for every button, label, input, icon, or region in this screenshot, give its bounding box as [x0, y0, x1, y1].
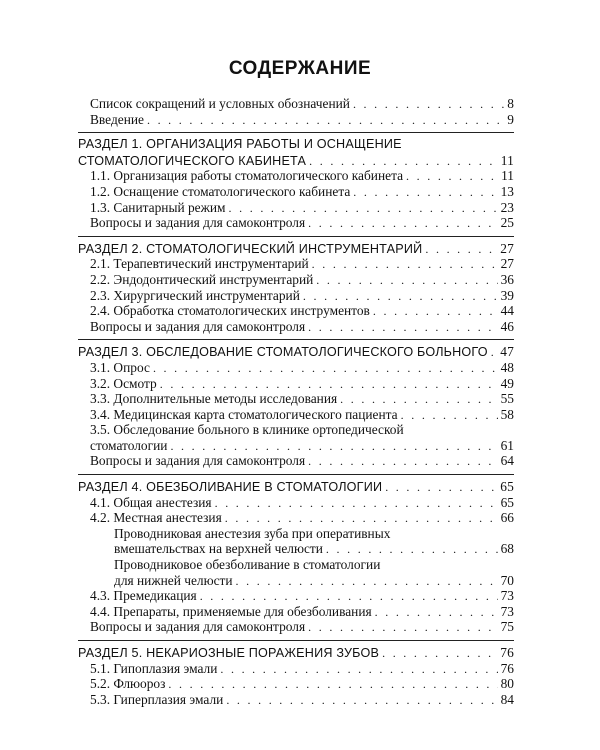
page-number: 66	[500, 510, 514, 526]
dot-leader	[491, 345, 497, 361]
section-divider	[78, 132, 514, 133]
page-number: 65	[500, 479, 514, 495]
toc-entry[interactable]	[78, 184, 514, 200]
dot-leader	[425, 242, 497, 258]
page-number: 64	[500, 453, 514, 469]
dot-leader	[385, 480, 497, 496]
page-number: 27	[500, 256, 514, 272]
section-heading-text: РАЗДЕЛ 4. ОБЕЗБОЛИВАНИЕ В СТОМАТОЛОГИИ	[78, 480, 383, 495]
toc-entry-text: 3.5. Обследование больного в клинике ортопедической	[90, 422, 404, 438]
toc-entry-text: 2.2. Эндодонтический инструментарий	[90, 271, 314, 287]
page-number: 27	[500, 240, 514, 256]
dot-leader	[229, 201, 498, 217]
page-number: 55	[500, 391, 514, 407]
page-number: 84	[500, 691, 514, 707]
toc-entry-text: 3.3. Дополнительные методы исследования	[90, 391, 338, 407]
page-title: СОДЕРЖАНИЕ	[228, 58, 372, 79]
page-number: 23	[500, 199, 514, 215]
toc-entry-text: для нижней челюсти	[114, 572, 233, 588]
section-heading-3[interactable]	[78, 344, 514, 360]
dot-leader	[401, 408, 498, 424]
toc-entry-text: 3.1. Опрос	[90, 359, 150, 375]
section-heading-2[interactable]	[78, 241, 514, 257]
toc-entry-text: 1.1. Организация работы стоматологического кабинета	[90, 168, 404, 184]
dot-leader	[215, 496, 498, 512]
page-number: 68	[500, 541, 514, 557]
toc-entry[interactable]	[78, 376, 514, 392]
dot-leader	[353, 97, 504, 113]
toc-entry-text: 2.1. Терапевтический инструментарий	[90, 256, 309, 272]
page-number: 75	[500, 619, 514, 635]
section-heading-1[interactable]	[78, 137, 514, 153]
section-heading-text: РАЗДЕЛ 1. ОРГАНИЗАЦИЯ РАБОТЫ И ОСНАЩЕНИЕ	[78, 137, 402, 152]
dot-leader	[160, 377, 498, 393]
dot-leader	[303, 289, 498, 305]
dot-leader	[308, 620, 497, 636]
dot-leader	[168, 677, 497, 693]
dot-leader	[308, 216, 497, 232]
dot-leader	[340, 392, 497, 408]
toc-entry-text: 2.3. Хирургический инструментарий	[90, 287, 300, 303]
toc-entry[interactable]	[78, 168, 514, 184]
toc-entry-review[interactable]	[78, 215, 514, 231]
toc-entry-text: Вопросы и задания для самоконтроля	[90, 453, 306, 469]
toc-entry-text: 5.1. Гипоплазия эмали	[90, 660, 218, 676]
toc-entry-text: 4.1. Общая анестезия	[90, 494, 212, 510]
toc-entry-text: Вопросы и задания для самоконтроля	[90, 215, 306, 231]
page-number: 9	[507, 111, 514, 127]
section-heading-5[interactable]	[78, 645, 514, 661]
toc-entry[interactable]	[78, 422, 514, 438]
toc-entry-text: Список сокращений и условных обозначений	[90, 96, 350, 111]
page-number: 73	[500, 603, 514, 619]
toc-entry-text: Введение	[90, 111, 144, 127]
dot-leader	[220, 662, 497, 678]
dot-leader	[226, 693, 497, 709]
toc-entry-text: 4.4. Препараты, применяемые для обезболивания	[90, 603, 372, 619]
toc-entry-text: Проводниковая анестезия зуба при оперативных	[114, 525, 391, 541]
dot-leader	[382, 646, 497, 662]
dot-leader	[225, 511, 498, 527]
section-heading-text: РАЗДЕЛ 3. ОБСЛЕДОВАНИЕ СТОМАТОЛОГИЧЕСКОГО БОЛЬНОГО	[78, 345, 488, 360]
section-divider	[78, 474, 514, 475]
toc-entry-text: 3.2. Осмотр	[90, 375, 157, 391]
toc-entry-text: 2.4. Обработка стоматологических инструментов	[90, 303, 370, 319]
page-number: 73	[500, 588, 514, 604]
toc-entry[interactable]	[78, 692, 514, 708]
section-heading-1-cont[interactable]	[78, 153, 514, 169]
toc-entry-text: 1.2. Оснащение стоматологического кабинета	[90, 183, 351, 199]
dot-leader	[236, 574, 498, 590]
page-number: 65	[500, 494, 514, 510]
toc-entry-cont[interactable]	[78, 438, 514, 454]
dot-leader	[308, 454, 497, 470]
dot-leader	[312, 257, 498, 273]
dot-leader	[406, 169, 498, 185]
dot-leader	[375, 605, 498, 621]
toc-entry[interactable]	[78, 360, 514, 376]
toc-entry-text: 5.2. Флюороз	[90, 676, 166, 692]
toc-entry[interactable]	[78, 661, 514, 677]
toc-entry-text: 5.3. Гиперплазия эмали	[90, 691, 224, 707]
section-heading-text: РАЗДЕЛ 2. СТОМАТОЛОГИЧЕСКИЙ ИНСТРУМЕНТАРИЙ	[78, 241, 423, 256]
dot-leader	[200, 589, 498, 605]
dot-leader	[147, 113, 504, 129]
section-divider	[78, 339, 514, 340]
toc-entry[interactable]	[78, 604, 514, 620]
toc-entry[interactable]	[78, 288, 514, 304]
dot-leader	[170, 439, 497, 455]
section-heading-text: РАЗДЕЛ 5. НЕКАРИОЗНЫЕ ПОРАЖЕНИЯ ЗУБОВ	[78, 646, 380, 660]
toc-entry[interactable]	[78, 391, 514, 407]
toc-entry[interactable]	[78, 303, 514, 319]
page-number: 47	[500, 344, 514, 360]
table-of-contents	[78, 96, 514, 707]
page-number: 11	[501, 168, 514, 184]
page-number: 39	[500, 287, 514, 303]
toc-subentry-cont[interactable]	[78, 541, 514, 557]
page-number: 13	[500, 183, 514, 199]
toc-entry-review[interactable]	[78, 619, 514, 635]
toc-entry-text: 1.3. Санитарный режим	[90, 199, 226, 215]
dot-leader	[316, 273, 497, 289]
page-number: 8	[507, 96, 514, 111]
section-divider	[78, 640, 514, 641]
page-number: 49	[500, 375, 514, 391]
page-number: 80	[500, 676, 514, 692]
page-number: 11	[500, 152, 514, 168]
toc-entry-text: 4.2. Местная анестезия	[90, 510, 222, 526]
toc-entry[interactable]	[78, 272, 514, 288]
section-heading-4[interactable]	[78, 479, 514, 495]
page-number: 25	[500, 215, 514, 231]
dot-leader	[353, 185, 497, 201]
toc-entry[interactable]	[78, 510, 514, 526]
toc-subentry-cont[interactable]	[78, 573, 514, 589]
page-number: 76	[500, 660, 514, 676]
toc-entry-text: Проводниковое обезболивание в стоматологии	[114, 557, 381, 573]
toc-entry-text: Вопросы и задания для самоконтроля	[90, 619, 306, 635]
dot-leader	[326, 542, 498, 558]
toc-entry[interactable]	[78, 588, 514, 604]
dot-leader	[308, 320, 497, 336]
toc-subentry[interactable]	[78, 557, 514, 573]
page-number: 36	[500, 271, 514, 287]
toc-subentry[interactable]	[78, 526, 514, 542]
toc-entry-review[interactable]	[78, 319, 514, 335]
page-number: 46	[500, 318, 514, 334]
toc-entry[interactable]	[78, 256, 514, 272]
dot-leader	[309, 154, 498, 170]
page-number: 76	[500, 645, 514, 660]
toc-entry-text: стоматологии	[90, 437, 168, 453]
toc-entry-abbreviations[interactable]	[78, 96, 514, 112]
toc-entry-introduction[interactable]	[78, 112, 514, 128]
dot-leader	[373, 304, 498, 320]
toc-entry-text: 4.3. Премедикация	[90, 588, 197, 604]
toc-entry[interactable]	[78, 676, 514, 692]
page-number: 61	[500, 437, 514, 453]
toc-entry-text: 3.4. Медицинская карта стоматологического пациента	[90, 406, 398, 422]
toc-entry[interactable]	[78, 200, 514, 216]
toc-entry-review[interactable]	[78, 453, 514, 469]
page-number: 70	[500, 572, 514, 588]
dot-leader	[153, 361, 498, 377]
section-divider	[78, 236, 514, 237]
section-heading-text: СТОМАТОЛОГИЧЕСКОГО КАБИНЕТА	[78, 153, 307, 168]
toc-entry-text: вмешательствах на верхней челюсти	[114, 541, 323, 557]
page-number: 48	[500, 359, 514, 375]
page-number: 44	[500, 303, 514, 319]
toc-entry[interactable]	[78, 407, 514, 423]
page-number: 58	[500, 406, 514, 422]
toc-entry-text: Вопросы и задания для самоконтроля	[90, 318, 306, 334]
toc-entry[interactable]	[78, 495, 514, 511]
